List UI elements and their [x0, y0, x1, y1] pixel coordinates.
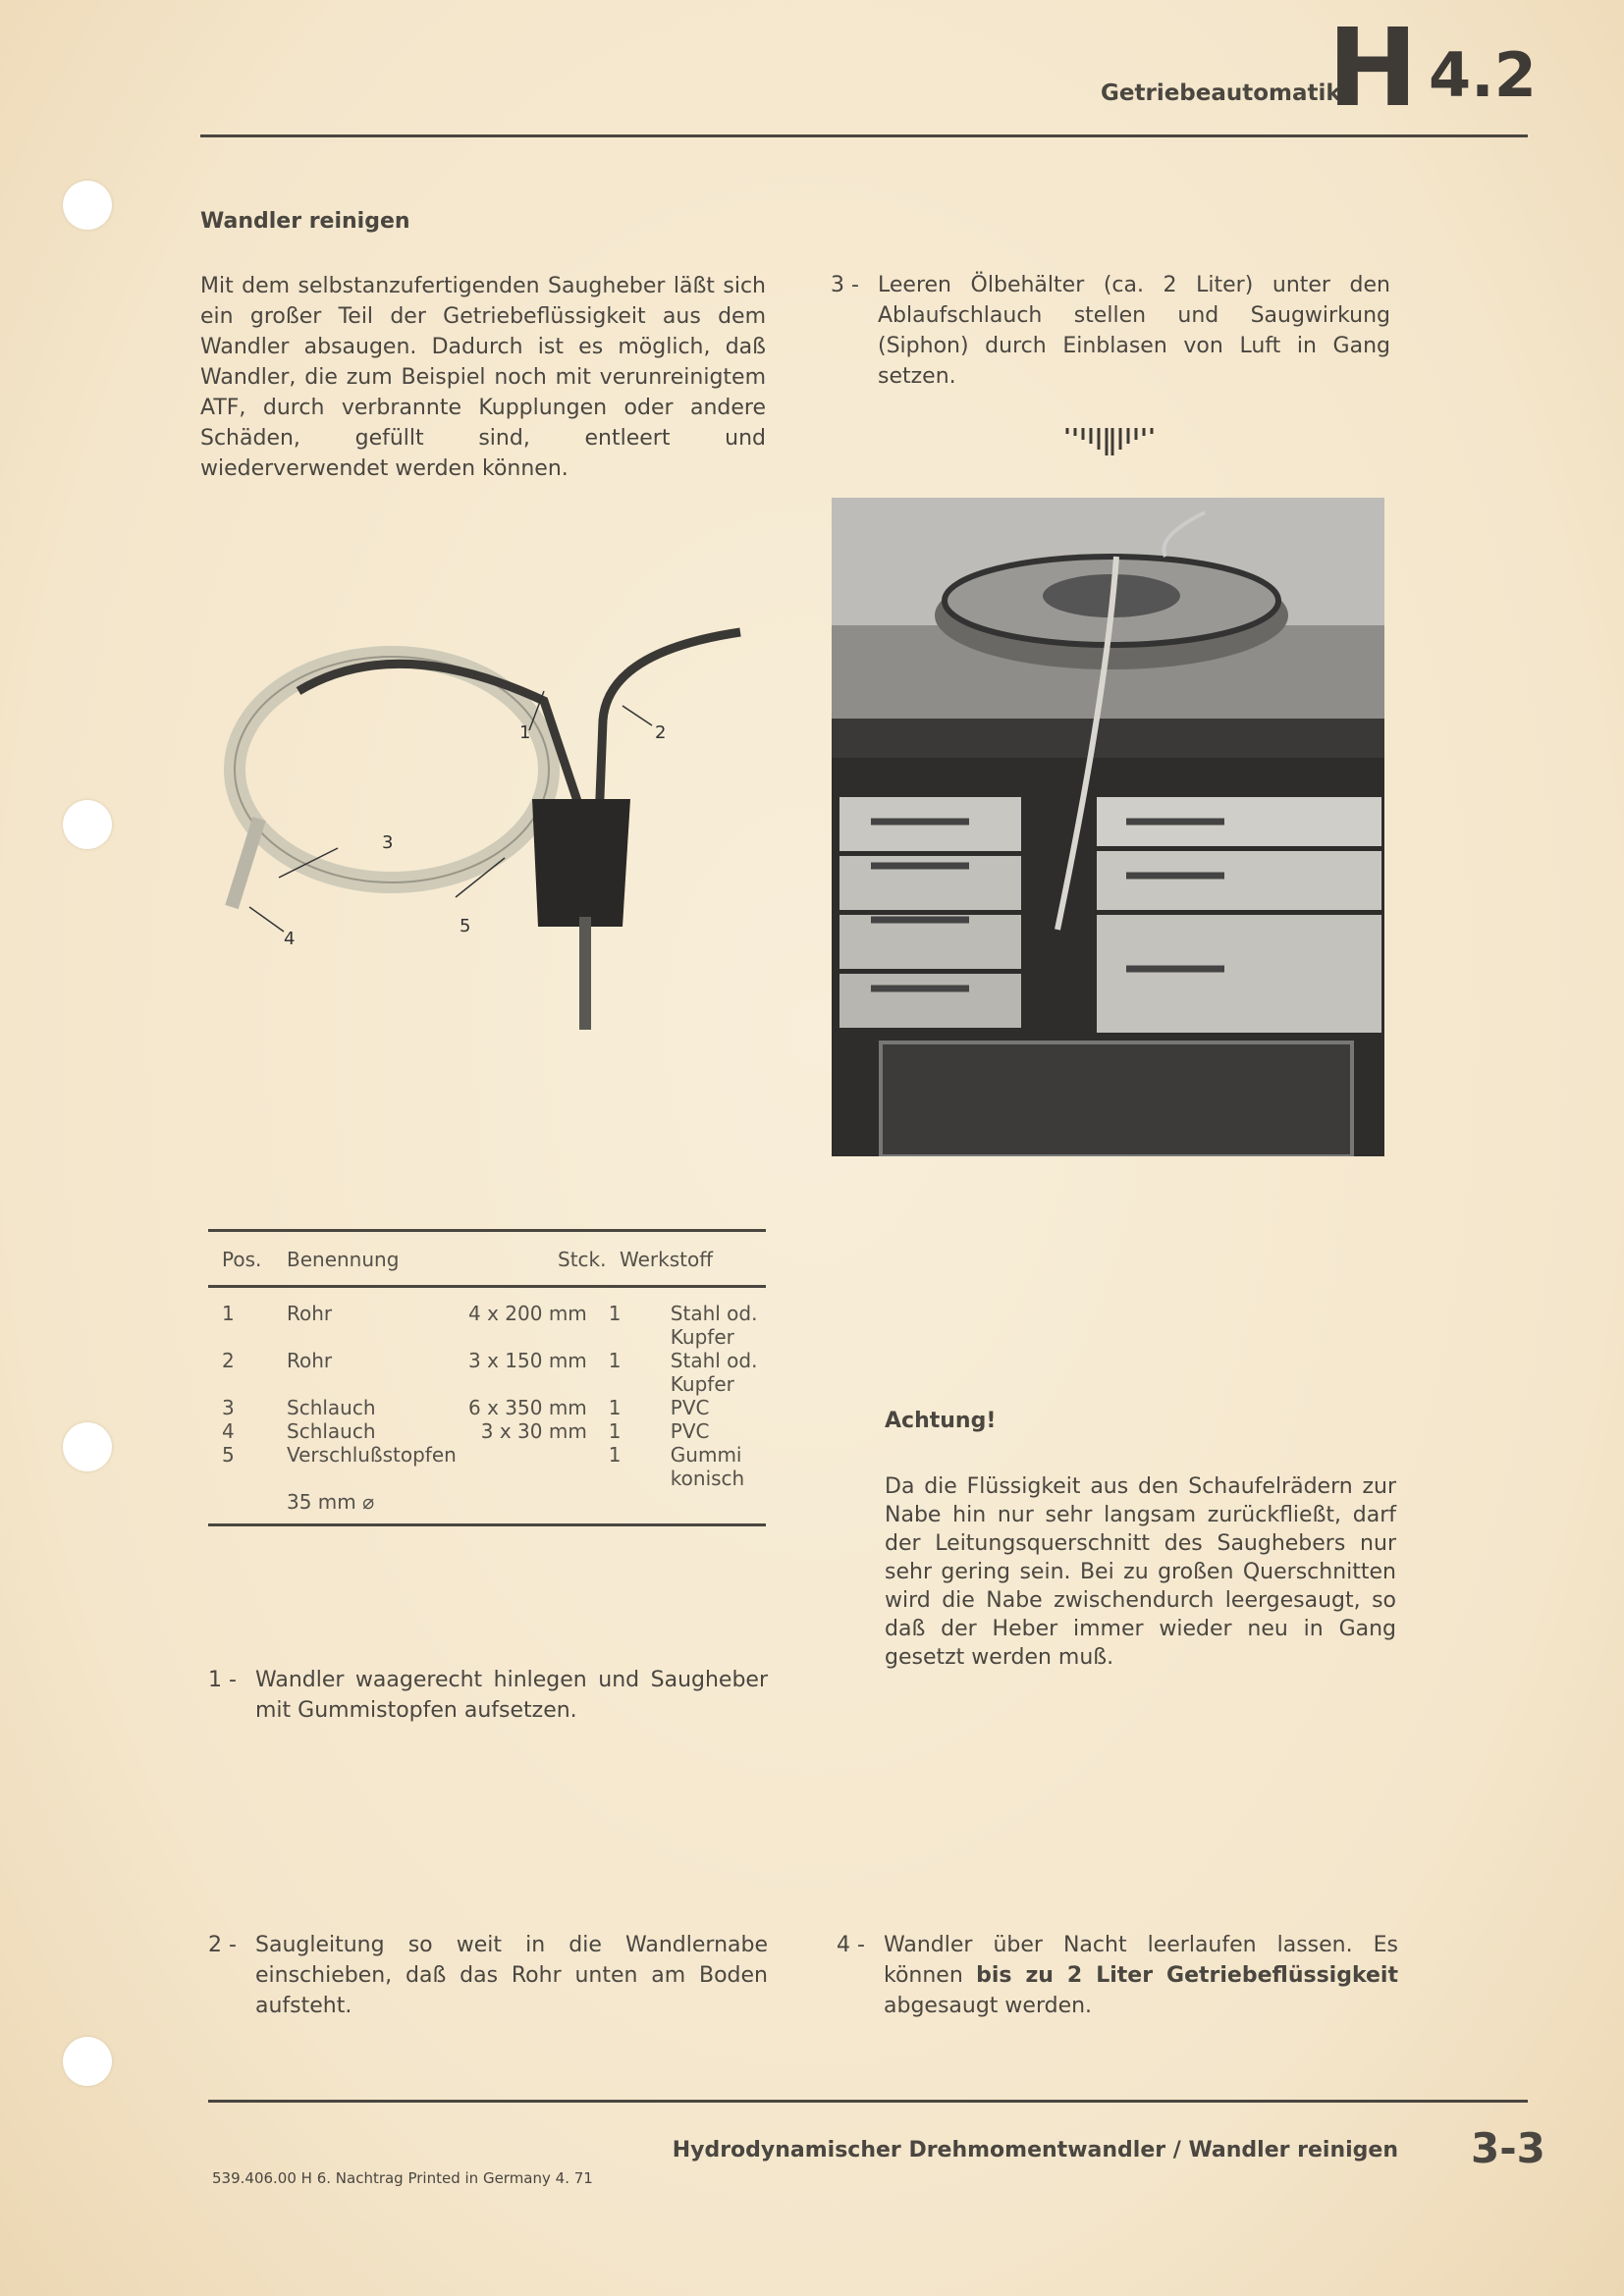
table-cell: 2 — [222, 1349, 235, 1372]
table-cell: Rohr — [287, 1302, 333, 1325]
table-cell: Verschlußstopfen — [287, 1443, 457, 1467]
page-number: 3-3 — [1471, 2124, 1545, 2172]
step-number: 4 - — [837, 1933, 865, 1957]
step-3 — [831, 270, 1390, 392]
imprint: 539.406.00 H 6. Nachtrag Printed in Germany 4. 71 — [212, 2169, 593, 2187]
figure-label-3: 3 — [382, 832, 394, 853]
footer-title: Hydrodynamischer Drehmomentwandler / Wandler reinigen — [672, 2138, 1398, 2163]
figure-label-1: 1 — [519, 722, 531, 743]
header-rule — [200, 134, 1528, 137]
table-cell: 5 — [222, 1443, 235, 1467]
step-text: Wandler waagerecht hinlegen und Saugheber mit Gummistopfen aufsetzen. — [255, 1668, 768, 1723]
table-cell: Rohr — [287, 1349, 333, 1372]
step-text — [884, 1930, 1398, 2021]
figure-label-2: 2 — [655, 722, 667, 743]
step-text-pre: Wandler über Nacht leerlaufen lassen. Es können — [884, 1933, 1398, 1988]
warning-text: Da die Flüssigkeit aus den Schaufelrädern zur Nabe hin nur sehr langsam zurückfließt, darf der Leitungsquerschnitt des Saughebers nur sehr gering sein. Bei zu großen Querschnitten wird die Nabe zwischendurch leergesaugt, so daß der Heber immer wieder neu in Gang gesetzt werden muß. — [885, 1474, 1396, 1670]
table-cell: 6 x 350 mm — [468, 1396, 587, 1419]
table-cell: 4 — [222, 1419, 235, 1443]
table-cell: 1 — [608, 1443, 622, 1467]
table-row — [222, 1443, 780, 1490]
step-2 — [208, 1930, 768, 2021]
table-cell: Stahl od. Kupfer — [670, 1302, 758, 1349]
header-number: 4.2 — [1429, 39, 1537, 111]
table-row — [222, 1302, 780, 1349]
header-letter: H — [1327, 5, 1419, 131]
th-werkstoff: Werkstoff — [620, 1248, 713, 1271]
table-cell: PVC — [670, 1396, 710, 1419]
table-cell: 1 — [222, 1302, 235, 1325]
table-cell: 1 — [608, 1349, 622, 1372]
table-cell: Schlauch — [287, 1419, 376, 1443]
step-text: Saugleitung so weit in die Wandlernabe einschieben, daß das Rohr unten am Boden aufsteht. — [255, 1933, 768, 2018]
table-cell: Stahl od. Kupfer — [670, 1349, 758, 1396]
footer-rule — [208, 2100, 1528, 2103]
step-4 — [837, 1930, 1398, 2021]
table-cell: 1 — [608, 1396, 622, 1419]
section-title: Wandler reinigen — [200, 209, 410, 234]
table-header — [222, 1248, 780, 1271]
step-text-post: abgesaugt werden. — [884, 1994, 1093, 2018]
table-cell: 3 x 30 mm — [480, 1419, 587, 1443]
table-cell: PVC — [670, 1419, 710, 1443]
table-row — [222, 1396, 780, 1419]
table-cell: 4 x 200 mm — [468, 1302, 587, 1325]
step-number: 3 - — [831, 273, 859, 297]
step-number: 2 - — [208, 1933, 237, 1957]
step-number: 1 - — [208, 1668, 237, 1692]
punch-hole — [63, 181, 112, 230]
table-cell: 1 — [608, 1419, 622, 1443]
punch-hole — [63, 800, 112, 849]
punch-hole — [63, 2037, 112, 2086]
intro-paragraph: Mit dem selbstanzufertigenden Saugheber läßt sich ein großer Teil der Getriebeflüssigkeit aus dem Wandler absaugen. Dadurch ist es möglich, daß Wandler, die zum Beispiel noch mit verunreinigtem ATF, durch verbrannte Kupplungen oder andere Schäden, gefüllt sind, entleert und wiederverwendet werden können. — [200, 274, 766, 481]
header-section: Getriebeautomatik — [1101, 80, 1341, 106]
table-cell: 35 mm ⌀ — [287, 1490, 375, 1514]
th-stck: Stck. — [558, 1248, 607, 1271]
step-text-bold: bis zu 2 Liter Getriebeflüssigkeit — [976, 1963, 1398, 1988]
step-text: Leeren Ölbehälter (ca. 2 Liter) unter den Ablaufschlauch stellen und Saugwirkung (Siphon) durch Einblasen von Luft in Gang setzen. — [878, 273, 1390, 389]
warning-title: Achtung! — [885, 1409, 997, 1433]
table-cell — [464, 1443, 609, 1490]
photo-converter-siphon — [832, 498, 1384, 1156]
table-row — [222, 1419, 780, 1443]
table-cell: Gummi konisch — [670, 1443, 745, 1490]
figure-label-4: 4 — [284, 929, 296, 949]
punch-hole — [63, 1422, 112, 1471]
th-pos: Pos. — [222, 1248, 262, 1271]
table-cell: 1 — [608, 1302, 622, 1325]
table-row-sub — [222, 1490, 780, 1514]
th-benennung: Benennung — [287, 1248, 400, 1271]
arrow-down-icon — [1061, 424, 1158, 461]
siphon-drawing — [220, 622, 750, 1035]
parts-table — [208, 1229, 766, 1526]
figure-label-5: 5 — [460, 916, 471, 936]
step-1 — [208, 1665, 768, 1726]
table-row — [222, 1349, 780, 1396]
table-cell: 3 — [222, 1396, 235, 1419]
table-cell: Schlauch — [287, 1396, 376, 1419]
table-cell: 3 x 150 mm — [468, 1349, 587, 1372]
